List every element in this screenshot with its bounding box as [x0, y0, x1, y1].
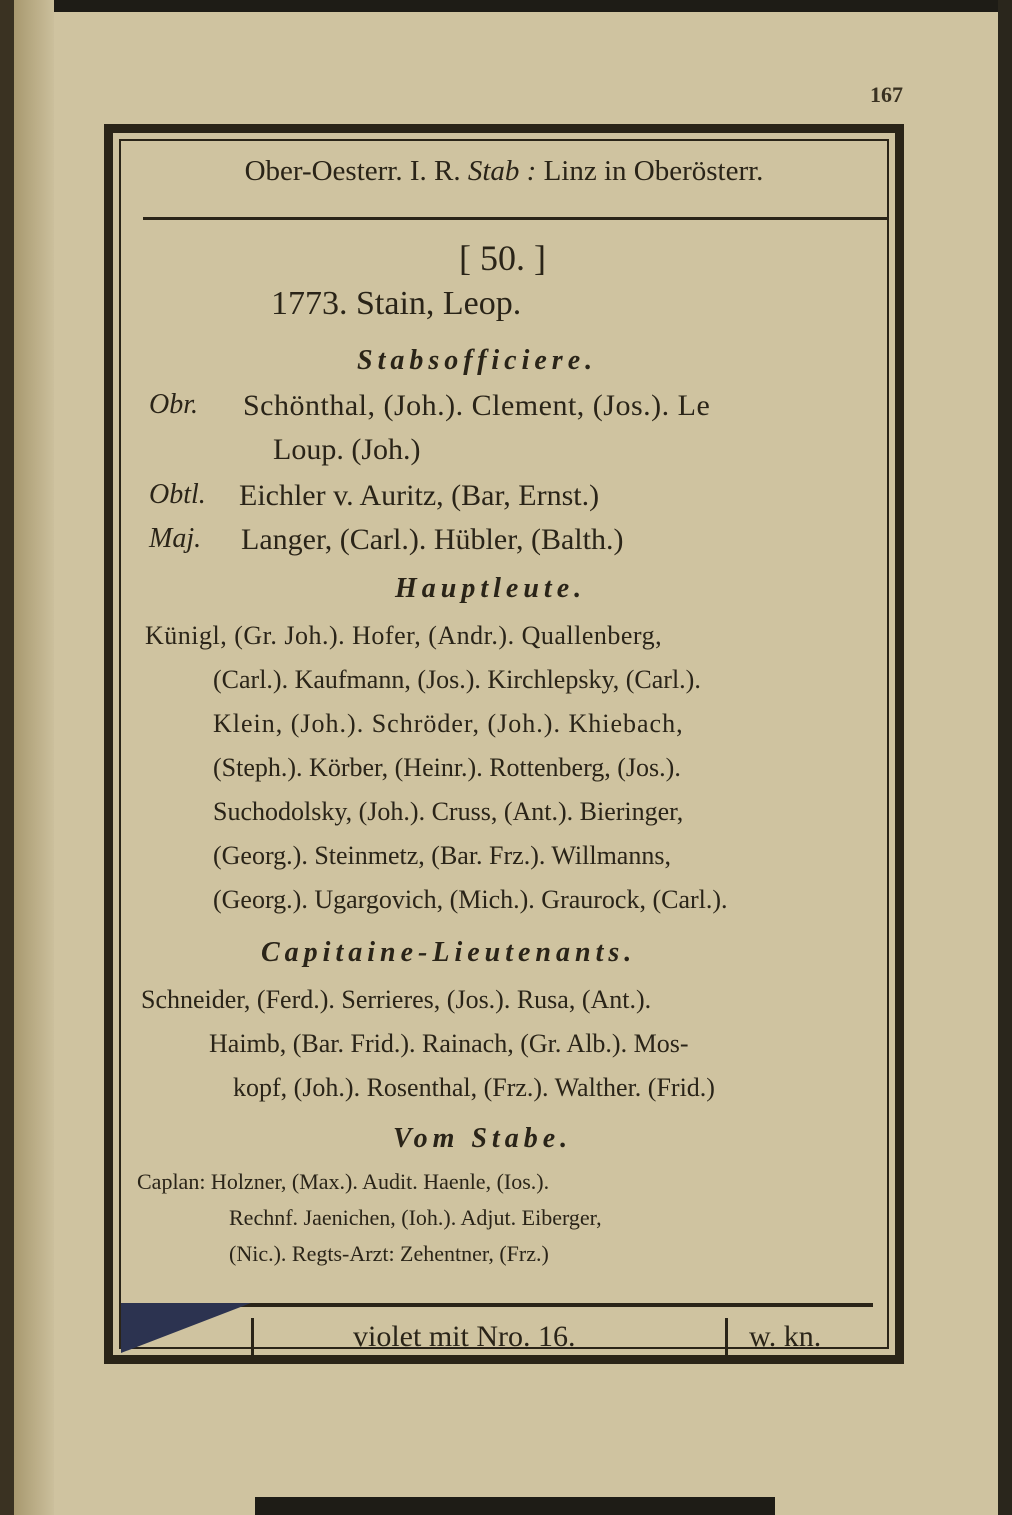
- hauptleute-line: (Carl.). Kaufmann, (Jos.). Kirchlepsky, (Carl.).: [213, 665, 701, 694]
- hauptleute-line: Klein, (Joh.). Schröder, (Joh.). Khiebach,: [213, 709, 684, 738]
- vom-stabe-line: Rechnf. Jaenichen, (Ioh.). Adjut. Eiberger,: [229, 1205, 602, 1230]
- hauptleute-line: (Georg.). Steinmetz, (Bar. Frz.). Willmanns,: [213, 841, 671, 870]
- stab-label: Stab :: [467, 155, 537, 187]
- footer-separator: [251, 1318, 254, 1360]
- obr-names-line-2: Loup. (Joh.): [273, 433, 421, 466]
- rank-label-obtl: Obtl.: [149, 479, 206, 510]
- section-heading-capitaine-lieutenants: Capitaine-Lieutenants.: [261, 937, 637, 968]
- scan-top-edge: [0, 0, 1012, 12]
- stab-location: Linz in Oberösterr.: [543, 155, 764, 187]
- hauptleute-line: Suchodolsky, (Joh.). Cruss, (Ant.). Bieringer,: [213, 797, 684, 826]
- hauptleute-line: Künigl, (Gr. Joh.). Hofer, (Andr.). Quallenberg,: [145, 621, 663, 650]
- header-divider: [143, 217, 889, 220]
- vom-stabe-line: (Nic.). Regts-Arzt: Zehentner, (Frz.): [229, 1241, 549, 1266]
- page-number: 167: [870, 82, 903, 107]
- regiment-entry-frame: [104, 124, 904, 1364]
- regiment-number: [ 50. ]: [459, 238, 546, 278]
- section-heading-vom-stabe: Vom Stabe.: [393, 1123, 573, 1154]
- rank-label-maj: Maj.: [149, 523, 202, 554]
- rank-label-obr: Obr.: [149, 389, 199, 420]
- scan-right-edge: [998, 0, 1012, 1515]
- book-spine: [0, 0, 14, 1515]
- regiment-header: [113, 155, 895, 188]
- capitaine-line: Haimb, (Bar. Frid.). Rainach, (Gr. Alb.). Mos-: [209, 1029, 689, 1058]
- page-gutter: [14, 0, 54, 1515]
- vom-stabe-line: Caplan: Holzner, (Max.). Audit. Haenle, (Ios.).: [137, 1169, 550, 1194]
- founding-line: 1773. Stain, Leop.: [271, 285, 522, 322]
- button-color: w. kn.: [749, 1320, 822, 1353]
- section-heading-hauptleute: Hauptleute.: [395, 573, 587, 604]
- capitaine-line: Schneider, (Ferd.). Serrieres, (Jos.). Rusa, (Ant.).: [141, 985, 652, 1014]
- facing-color: violet mit Nro. 16.: [353, 1320, 576, 1353]
- scan-bottom-edge: [255, 1497, 775, 1515]
- hauptleute-line: (Steph.). Körber, (Heinr.). Rottenberg, (Jos.).: [213, 753, 681, 782]
- regiment-name: Ober-Oesterr. I. R.: [244, 155, 461, 187]
- footer-separator: [725, 1318, 728, 1360]
- hauptleute-line: (Georg.). Ugargovich, (Mich.). Graurock, (Carl.).: [213, 885, 728, 914]
- obtl-names: Eichler v. Auritz, (Bar, Ernst.): [239, 479, 600, 512]
- obr-names-line-1: Schönthal, (Joh.). Clement, (Jos.). Le: [243, 389, 711, 422]
- maj-names: Langer, (Carl.). Hübler, (Balth.): [241, 523, 624, 556]
- section-heading-stabsofficiere: Stabsofficiere.: [357, 345, 598, 376]
- capitaine-line: kopf, (Joh.). Rosenthal, (Frz.). Walther. (Frid.): [233, 1073, 715, 1102]
